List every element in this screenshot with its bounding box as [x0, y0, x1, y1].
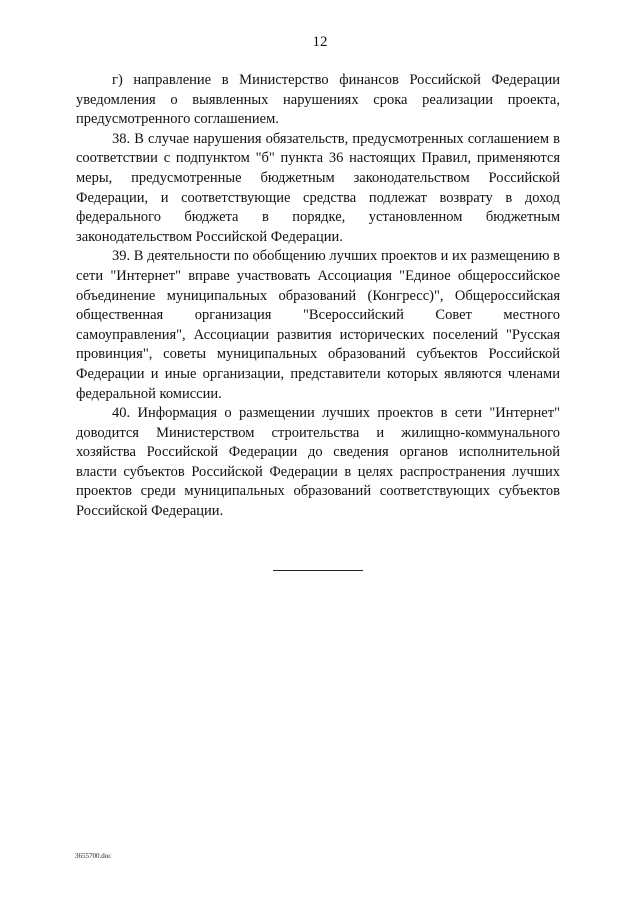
page-number: 12 — [312, 34, 328, 50]
document-body — [76, 71, 560, 522]
paragraph-39: 39. В деятельности по обобщению лучших проектов и их размещению в сети "Интернет" вправе участвовать Ассоциация "Единое общероссийское объединение муниципальных образований (Конгресс)", Общероссийская общественная организация "Всероссийский Совет местного самоуправления", Ассоциации развития исторических поселений "Русская провинция", советы муниципальных образований субъектов Российской Федерации и иные организации, представители которых являются членами федеральной комиссии. — [76, 248, 560, 402]
end-of-document-divider — [273, 570, 363, 571]
footer-file-name: 3655700.doc — [75, 852, 112, 860]
paragraph-38: 38. В случае нарушения обязательств, предусмотренных соглашением в соответствии с подпунктом "б" пункта 36 настоящих Правил, применяются меры, предусмотренные бюджетным законодательством Российской Федерации, и соответствующие средства подлежат возврату в доход федерального бюджета в порядке, установленном бюджетным законодательством Российской Федерации. — [76, 130, 560, 245]
paragraph-item-g: г) направление в Министерство финансов Российской Федерации уведомления о выявленных нарушениях срока реализации проекта, предусмотренного соглашением. — [76, 72, 560, 128]
paragraph-40: 40. Информация о размещении лучших проектов в сети "Интернет" доводится Министерством строительства и жилищно-коммунального хозяйства Российской Федерации до сведения органов исполнительной власти субъектов Российской Федерации в целях распространения лучших проектов среди муниципальных образований соответствующих субъектов Российской Федерации. — [76, 405, 560, 520]
